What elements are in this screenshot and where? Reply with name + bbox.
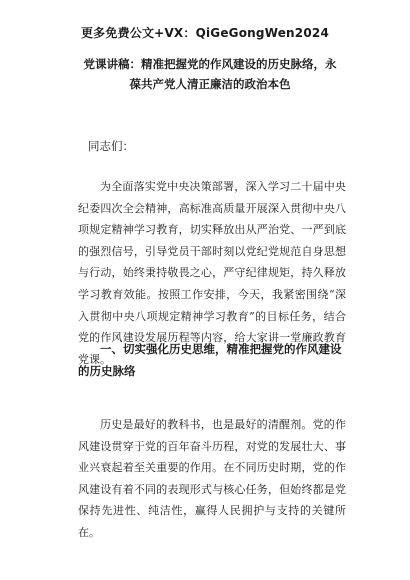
salutation: 同志们： (88, 139, 134, 153)
promo-banner: 更多免费公文+VX：QiGeGongWen2024 (80, 26, 329, 40)
section-heading-1: 一、切实强化历史思维，精准把握党的作风建设的历史脉络 (78, 342, 342, 378)
paragraph-history: 历史是最好的教科书，也是最好的清醒剂。党的作风建设贯穿于党的百年奋斗历程，对党的发展壮大、事业兴衰起着至关重要的作用。在不同历史时期，党的作风建设有着不同的表现形式与核心任务，但始终都是党保持先进性、纯洁性，赢得人民拥护与支持的关键所在。 (78, 418, 346, 539)
paragraph-intro: 为全面落实党中央决策部署，深入学习二十届中央纪委四次全会精神，高标准高质量开展深入贯彻中央八项规定精神学习教育，切实释放出从严治党、一严到底的强烈信号，引导党员干部时刻以党纪党规范自身思想与行动，始终秉持敬畏之心，严守纪律规矩，持久释放学习教育效能。按照工作安排，今天，我紧密围绕“深入贯彻中央八项规定精神学习教育”的目标任务，结合党的作风建设发展历程等内容，给大家讲一堂廉政教育党课。 (78, 180, 346, 366)
document-title: 党课讲稿：精准把握党的作风建设的历史脉络，永葆共产党人清正廉洁的政治本色 (83, 57, 337, 91)
